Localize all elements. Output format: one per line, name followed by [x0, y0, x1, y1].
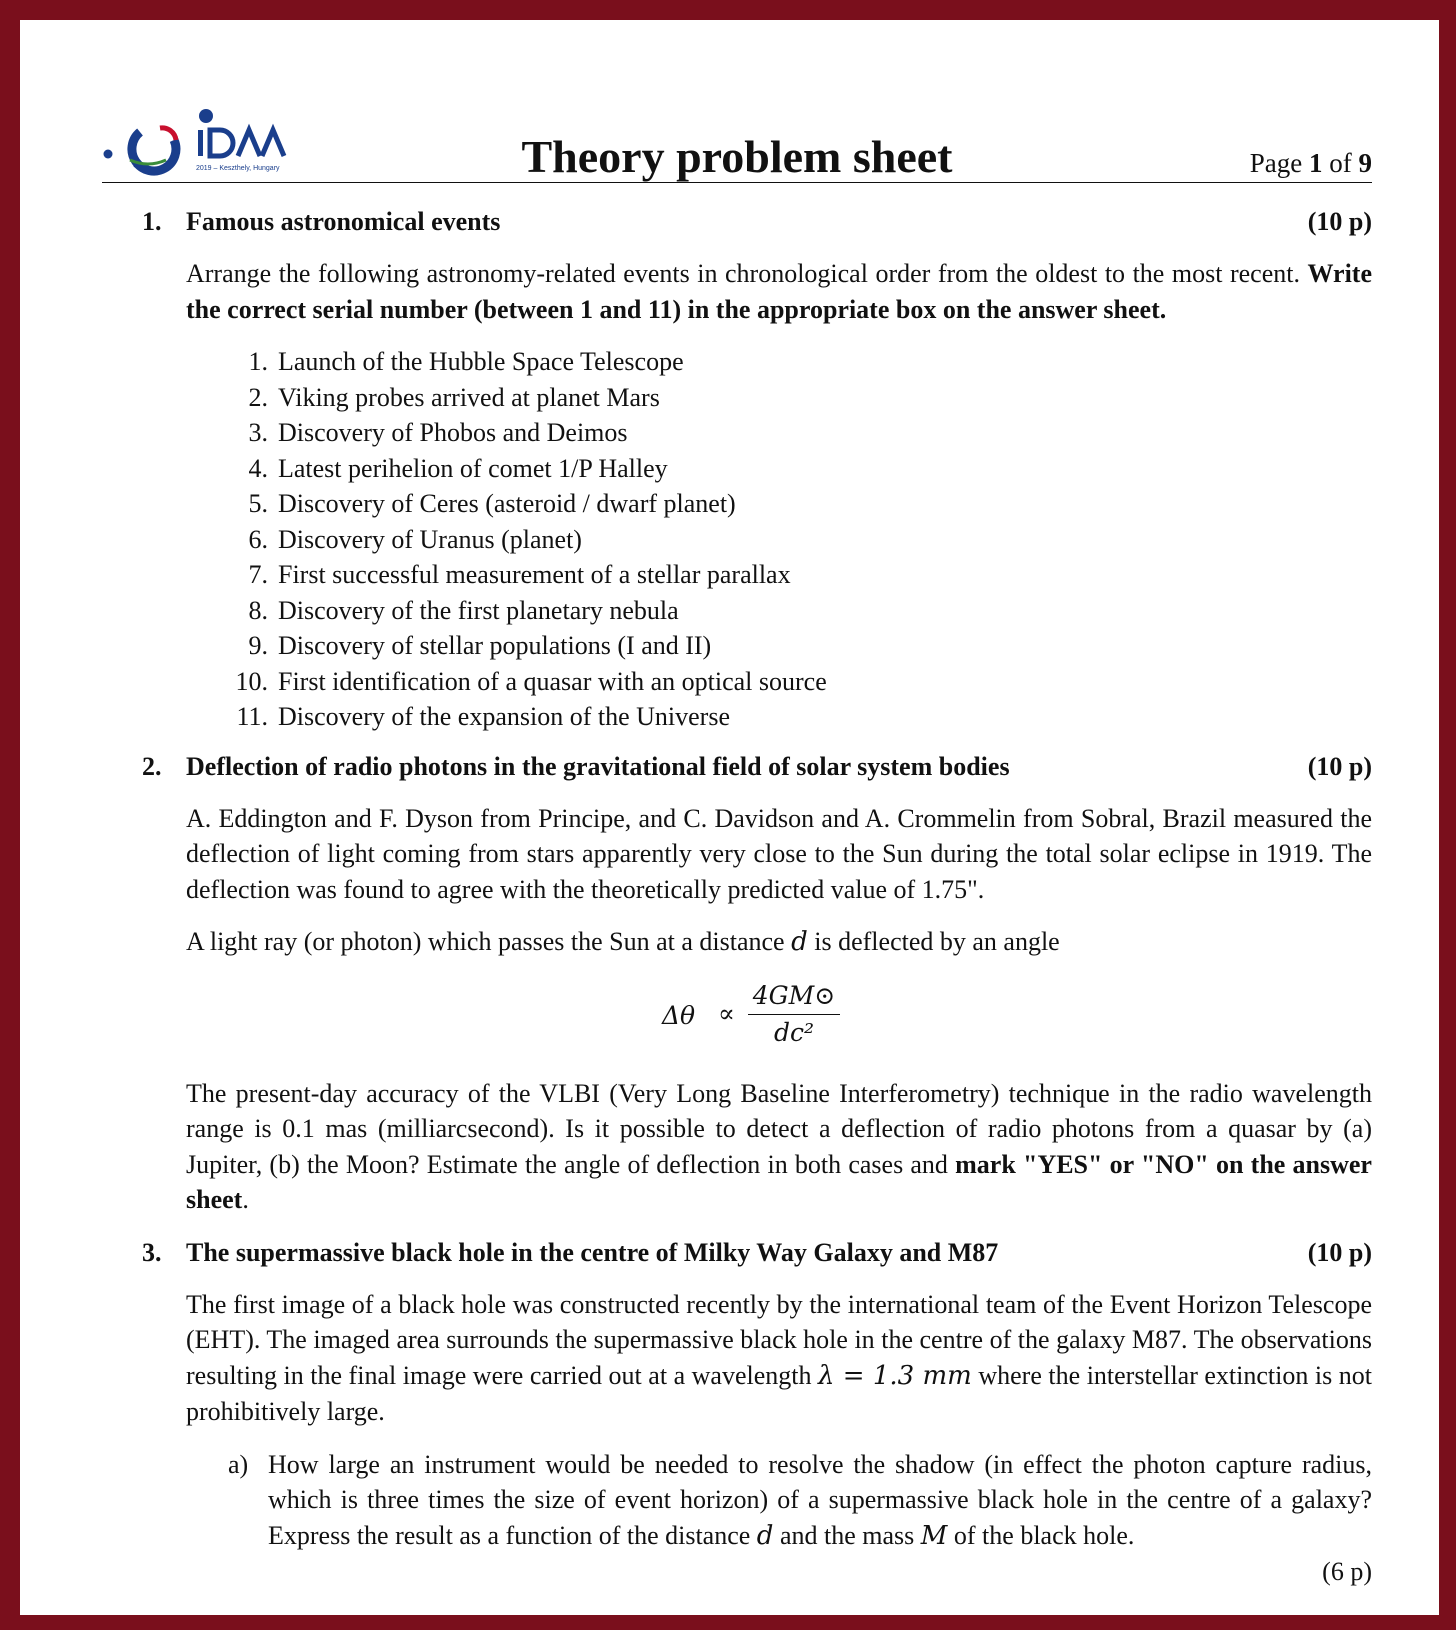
item-text: Latest perihelion of comet 1/P Halley: [278, 453, 668, 483]
formula-denominator: dc²: [773, 1017, 815, 1047]
page-header: [102, 82, 1372, 187]
problem-number: 1.: [142, 207, 162, 236]
formula-fraction: [748, 978, 840, 1051]
page-title: Theory problem sheet: [521, 131, 953, 182]
item-number: 1.: [248, 347, 268, 376]
item-text: Discovery of Uranus (planet): [278, 524, 582, 554]
problem-3-heading: [142, 1235, 1372, 1271]
formula-relation: ∝: [718, 998, 735, 1028]
para-text: is deflected by an angle: [807, 927, 1060, 956]
item-text: Discovery of Phobos and Deimos: [278, 418, 628, 447]
problem-2-para-1: A. Eddington and F. Dyson from Principe, and C. Davidson and A. Crommelin from Sobral, Brazil measured the deflection of light coming from stars apparently very close to the Sun during the total solar eclipse in 1919. The deflection was found to agree with the theoretically predicted value of 1.75".: [186, 803, 1372, 904]
list-item: [228, 699, 1372, 735]
item-number: 11.: [236, 702, 268, 731]
problem-1-heading: [142, 204, 1372, 240]
variable-d: d: [791, 927, 808, 957]
variable-d: d: [756, 1520, 774, 1551]
list-item: [228, 664, 1372, 700]
intro-text: Arrange the following astronomy-related events in chronological order from the oldest to the most recent.: [186, 259, 1308, 288]
item-text: Discovery of Ceres (asteroid / dwarf planet): [278, 489, 736, 518]
para-text: of the black hole.: [947, 1520, 1135, 1550]
page-of: of: [1329, 148, 1352, 178]
item-number: 4.: [248, 453, 268, 483]
formula-numerator: 4GM⊙: [752, 980, 836, 1010]
list-item: [228, 380, 1372, 416]
list-item: [228, 522, 1372, 558]
problem-title: The supermassive black hole in the centre of Milky Way Galaxy and M87: [186, 1237, 999, 1267]
para-text: .: [242, 1185, 249, 1214]
item-text: Discovery of the first planetary nebula: [278, 595, 679, 625]
problem-1-intro: [186, 256, 1372, 327]
problem-number: 3.: [142, 1237, 162, 1267]
content: [142, 204, 1372, 1590]
problem-title: Deflection of radio photons in the gravitational field of solar system bodies: [186, 751, 1010, 781]
problem-points: (10 p): [1307, 1237, 1372, 1267]
list-item: [228, 557, 1372, 593]
para-text: How large an instrument would be needed to resolve the shadow (in effect the photon capture radius, which is three times the size of event horizon) of a supermassive black hole in the centre of a galaxy? Express the result as a function of the distance: [268, 1449, 1372, 1550]
deflection-formula: [142, 978, 1372, 1054]
list-item: [228, 486, 1372, 522]
item-number: 9.: [248, 631, 268, 660]
item-number: 2.: [248, 382, 268, 412]
sub-text: [268, 1447, 1372, 1590]
intro-instruction: Write the correct serial number (between 1 and 11) in the appropriate box on the answer sheet.: [186, 259, 1372, 324]
wavelength-value: λ = 1.3 mm: [818, 1360, 972, 1391]
item-number: 7.: [248, 560, 268, 589]
page-current: 1: [1309, 148, 1323, 178]
list-item: [228, 451, 1372, 487]
problem-number: 2.: [142, 751, 162, 781]
item-text: First successful measurement of a stellar parallax: [278, 560, 791, 589]
list-item: [228, 628, 1372, 664]
event-list: [228, 344, 1372, 735]
page-number: [1250, 148, 1372, 179]
problem-2-para-2: [186, 924, 1372, 961]
problem-2-heading: [142, 749, 1372, 785]
problem-3-sub-a: [228, 1447, 1372, 1590]
logo-subtext: 2019 – Keszthely, Hungary: [196, 165, 280, 172]
formula-lhs: Δθ: [662, 1000, 696, 1030]
problem-3-para-1: [186, 1287, 1372, 1430]
list-item: [228, 344, 1372, 380]
problem-points: (10 p): [1307, 207, 1372, 236]
document-page: [20, 20, 1439, 1615]
para-text: and the mass: [773, 1520, 921, 1550]
item-text: Discovery of the expansion of the Universe: [278, 702, 730, 731]
item-number: 5.: [248, 489, 268, 518]
item-text: First identification of a quasar with an optical source: [278, 666, 827, 696]
item-text: Viking probes arrived at planet Mars: [278, 382, 660, 412]
item-number: 10.: [235, 666, 268, 696]
item-number: 3.: [248, 418, 268, 447]
para-text: where the interstellar extinction is not prohibitively large.: [186, 1360, 1372, 1426]
para-text: The first image of a black hole was constructed recently by the international team of the Event Horizon Telescope (EHT). The imaged area surrounds the supermassive black hole in the centre of the galaxy M87. The observations resulting in the final image were carried out at a wavelength: [186, 1289, 1372, 1390]
para-instruction: mark "YES" or "NO" on the answer sheet: [186, 1149, 1372, 1214]
para-text: A light ray (or photon) which passes the Sun at a distance: [186, 927, 792, 956]
list-item: [228, 593, 1372, 629]
problem-title: Famous astronomical events: [186, 207, 501, 236]
page-total: 9: [1358, 148, 1372, 178]
item-text: Launch of the Hubble Space Telescope: [278, 347, 684, 376]
list-item: [228, 415, 1372, 451]
sub-points: (6 p): [1322, 1557, 1372, 1586]
sub-label: a): [228, 1449, 249, 1479]
item-text: Discovery of stellar populations (I and II): [278, 631, 712, 660]
item-number: 6.: [248, 524, 268, 554]
page-prefix: Page: [1249, 148, 1303, 178]
item-number: 8.: [248, 595, 268, 625]
problem-points: (10 p): [1307, 751, 1372, 781]
variable-m: M: [920, 1520, 948, 1551]
header-rule: [102, 182, 1372, 183]
para-text: The present-day accuracy of the VLBI (Very Long Baseline Interferometry) technique in the radio wavelength range is 0.1 mas (milliarcsecond). Is it possible to detect a deflection of radio photons from a quasar by (a) Jupiter, (b) the Moon? Estimate the angle of deflection in both cases and: [186, 1078, 1372, 1179]
problem-2-para-3: [186, 1076, 1372, 1218]
